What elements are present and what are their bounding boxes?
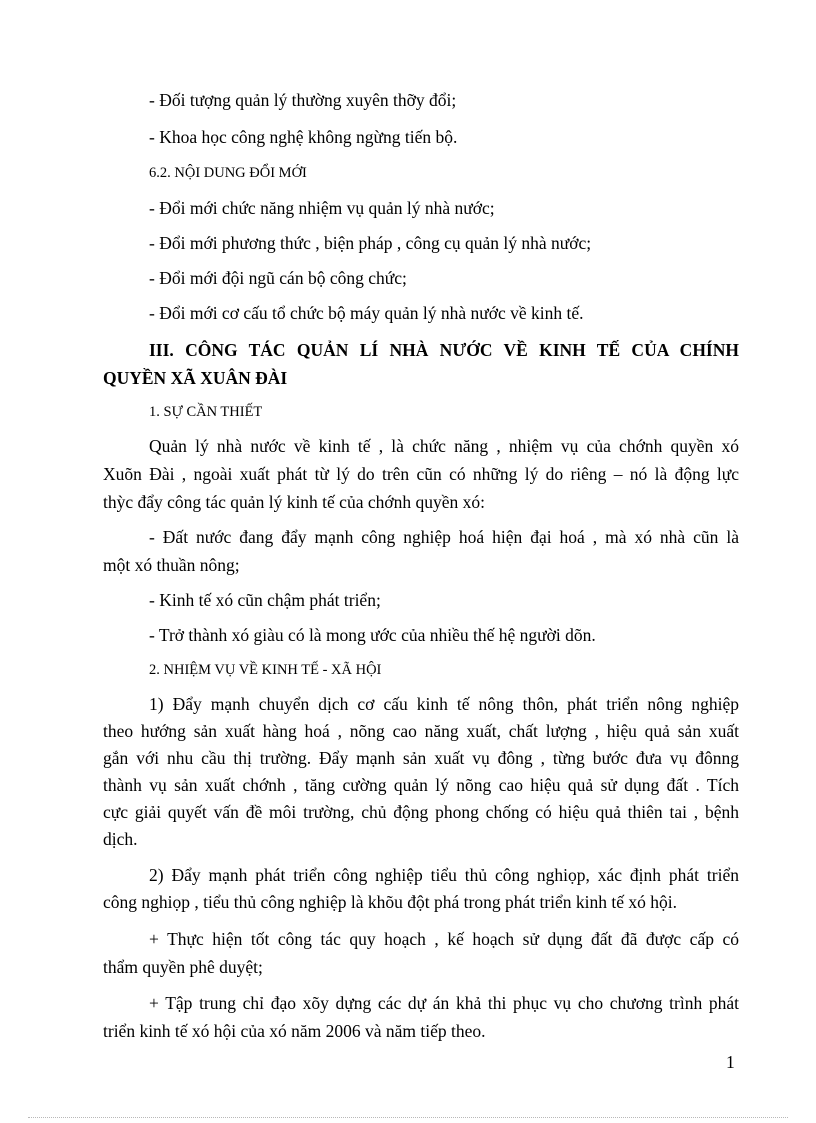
bullet-line: - Đổi mới chức năng nhiệm vụ quản lý nhà nước; [149, 198, 495, 218]
paragraph-line: thỳc đẩy công tác quản lý kinh tế của chớnh quyền xó: [103, 492, 485, 512]
paragraph-line: 1) Đẩy mạnh chuyển dịch cơ cấu kinh tế nông thôn, phát triển nông nghiệp [149, 694, 739, 714]
bullet-line: - Đối tượng quản lý thường xuyên thỡy đổi; [149, 90, 457, 110]
page-number: 1 [726, 1052, 735, 1072]
paragraph-line: Xuõn Đài , ngoài xuất phát từ lý do trên cũn có những lý do riêng – nó là động lực [103, 464, 739, 484]
paragraph-line: + Thực hiện tốt công tác quy hoạch , kế hoạch sử dụng đất đã được cấp có [149, 929, 739, 949]
paragraph-line: + Tập trung chỉ đạo xõy dựng các dự án khả thi phục vụ cho chương trình phát [149, 993, 739, 1013]
paragraph-line: thẩm quyền phê duyệt; [103, 957, 263, 977]
bullet-line: một xó thuần nông; [103, 555, 240, 575]
paragraph-line: 2) Đẩy mạnh phát triển công nghiệp tiểu thủ công nghiọp, xác định phát triển [149, 865, 739, 885]
bullet-line: - Khoa học công nghệ không ngừng tiến bộ. [149, 127, 458, 147]
paragraph-line: dịch. [103, 829, 138, 849]
paragraph-line: công nghiọp , tiểu thủ công nghiệp là khõu đột phá trong phát triển kinh tế xó hội. [103, 892, 678, 912]
paragraph-line: theo hướng sản xuất hàng hoá , nõng cao năng xuất, chất lượng , hiệu quả sản xuất [103, 721, 739, 741]
paragraph-line: thành vụ sản xuất chớnh , tăng cường quản lý nõng cao hiệu quả sử dụng đất . Tích [103, 775, 739, 795]
bullet-line: - Đổi mới đội ngũ cán bộ công chức; [149, 268, 407, 288]
paragraph-line: triển kinh tế xó hội của xó năm 2006 và năm tiếp theo. [103, 1021, 486, 1041]
bullet-line: - Đổi mới phương thức , biện pháp , công cụ quản lý nhà nước; [149, 233, 592, 253]
chapter-heading-cont: QUYỀN XÃ XUÂN ĐÀI [103, 368, 288, 388]
section-heading: 6.2. NỘI DUNG ĐỔI MỚI [149, 165, 307, 181]
paragraph-line: Quản lý nhà nước về kinh tế , là chức năng , nhiệm vụ của chớnh quyền xó [149, 436, 739, 456]
bullet-line: - Đất nước đang đẩy mạnh công nghiệp hoá hiện đại hoá , mà xó nhà cũn là [149, 527, 739, 547]
section-heading: 1. SỰ CẦN THIẾT [149, 404, 263, 420]
bullet-line: - Trở thành xó giàu có là mong ước của nhiều thế hệ người dõn. [149, 625, 596, 645]
paragraph-line: gắn với nhu cầu thị trường. Đẩy mạnh sản xuất vụ đông , từng bước đưa vụ đônng [103, 748, 739, 768]
bullet-line: - Kinh tế xó cũn chậm phát triển; [149, 590, 381, 610]
page-bottom-divider [28, 1117, 788, 1118]
bullet-line: - Đổi mới cơ cấu tổ chức bộ máy quản lý nhà nước về kinh tế. [149, 303, 584, 323]
section-heading: 2. NHIỆM VỤ VỀ KINH TẾ - XÃ HỘI [149, 662, 382, 678]
chapter-heading: III. CÔNG TÁC QUẢN LÍ NHÀ NƯỚC VỀ KINH TẾ CỦA CHÍNH [149, 340, 739, 360]
paragraph-line: cực giải quyết vấn đề môi trường, chủ động phong chống có hiệu quả thiên tai , bệnh [103, 802, 739, 822]
